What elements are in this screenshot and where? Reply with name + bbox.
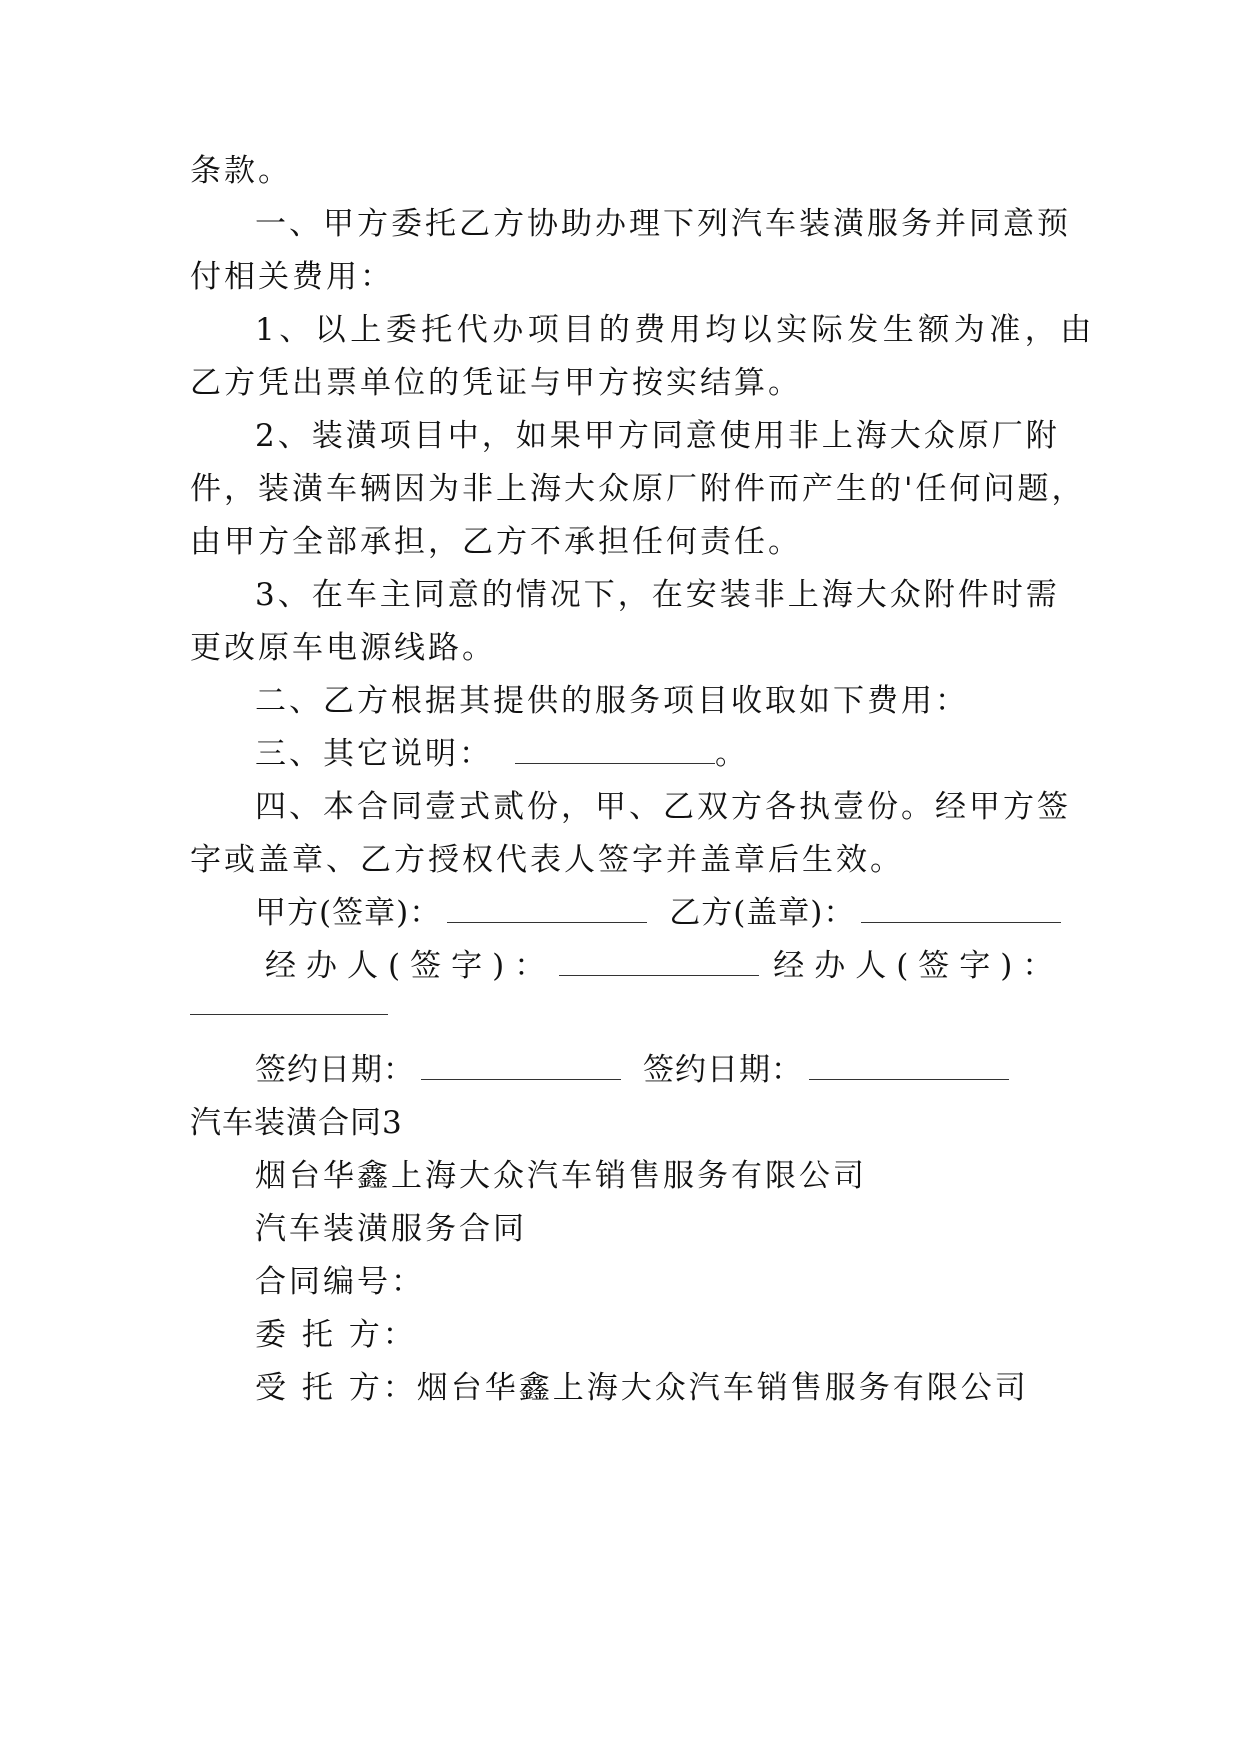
party-a-agent-blank xyxy=(559,971,759,976)
other-notes-line xyxy=(255,734,1115,774)
paragraph-line: 条款。 xyxy=(190,153,292,189)
party-b-seal-label: 乙方(盖章)： xyxy=(669,895,856,931)
company-name: 烟台华鑫上海大众汽车销售服务有限公司 xyxy=(255,1158,867,1194)
section-heading: 汽车装潢合同3 xyxy=(190,1105,403,1141)
party-b-date-label: 签约日期： xyxy=(643,1052,803,1088)
party-a-seal-blank xyxy=(447,918,647,923)
paragraph-line: 由甲方全部承担，乙方不承担任何责任。 xyxy=(190,524,802,560)
party-a-agent-label: 经办人(签字)： xyxy=(265,948,556,984)
signature-line xyxy=(255,893,1115,933)
contract-title: 汽车装潢服务合同 xyxy=(255,1211,527,1247)
paragraph-line: 1、以上委托代办项目的费用均以实际发生额为准，由 xyxy=(255,312,1096,348)
date-line xyxy=(255,1050,1115,1090)
paragraph-line: 二、乙方根据其提供的服务项目收取如下费用： xyxy=(255,683,969,719)
agent-company: 烟台华鑫上海大众汽车销售服务有限公司 xyxy=(416,1370,1029,1406)
contract-number-label: 合同编号： xyxy=(255,1264,425,1300)
party-a-date-label: 签约日期： xyxy=(255,1052,415,1088)
paragraph-line: 更改原车电源线路。 xyxy=(190,630,496,666)
party-b-agent-label: 经办人(签字)： xyxy=(773,948,1064,984)
agent-signature-line xyxy=(265,946,1125,986)
paragraph-line: 字或盖章、乙方授权代表人签字并盖章后生效。 xyxy=(190,842,904,878)
party-a-seal-label: 甲方(签章)： xyxy=(255,895,442,931)
party-b-seal-blank xyxy=(861,918,1061,923)
party-b-agent-blank xyxy=(190,1014,388,1015)
paragraph-line: 2、装潢项目中，如果甲方同意使用非上海大众原厂附 xyxy=(255,418,1060,454)
paragraph-line: 3、在车主同意的情况下，在安装非上海大众附件时需 xyxy=(255,577,1060,613)
agent-line xyxy=(255,1368,1115,1408)
paragraph-line: 四、本合同壹式贰份，甲、乙双方各执壹份。经甲方签 xyxy=(255,789,1071,825)
paragraph-line: 件，装潢车辆因为非上海大众原厂附件而产生的'任何问题， xyxy=(190,471,1086,507)
agent-label: 受 托 方： xyxy=(255,1370,417,1406)
other-notes-end: 。 xyxy=(715,736,749,772)
other-notes-blank xyxy=(515,759,715,764)
other-notes-label: 三、其它说明： xyxy=(255,736,493,772)
paragraph-line: 乙方凭出票单位的凭证与甲方按实结算。 xyxy=(190,365,802,401)
paragraph-line: 付相关费用： xyxy=(190,259,394,295)
party-b-date-blank xyxy=(809,1075,1009,1080)
client-label: 委 托 方： xyxy=(255,1317,417,1353)
paragraph-line: 一、甲方委托乙方协助办理下列汽车装潢服务并同意预 xyxy=(255,206,1071,242)
party-a-date-blank xyxy=(421,1075,621,1080)
